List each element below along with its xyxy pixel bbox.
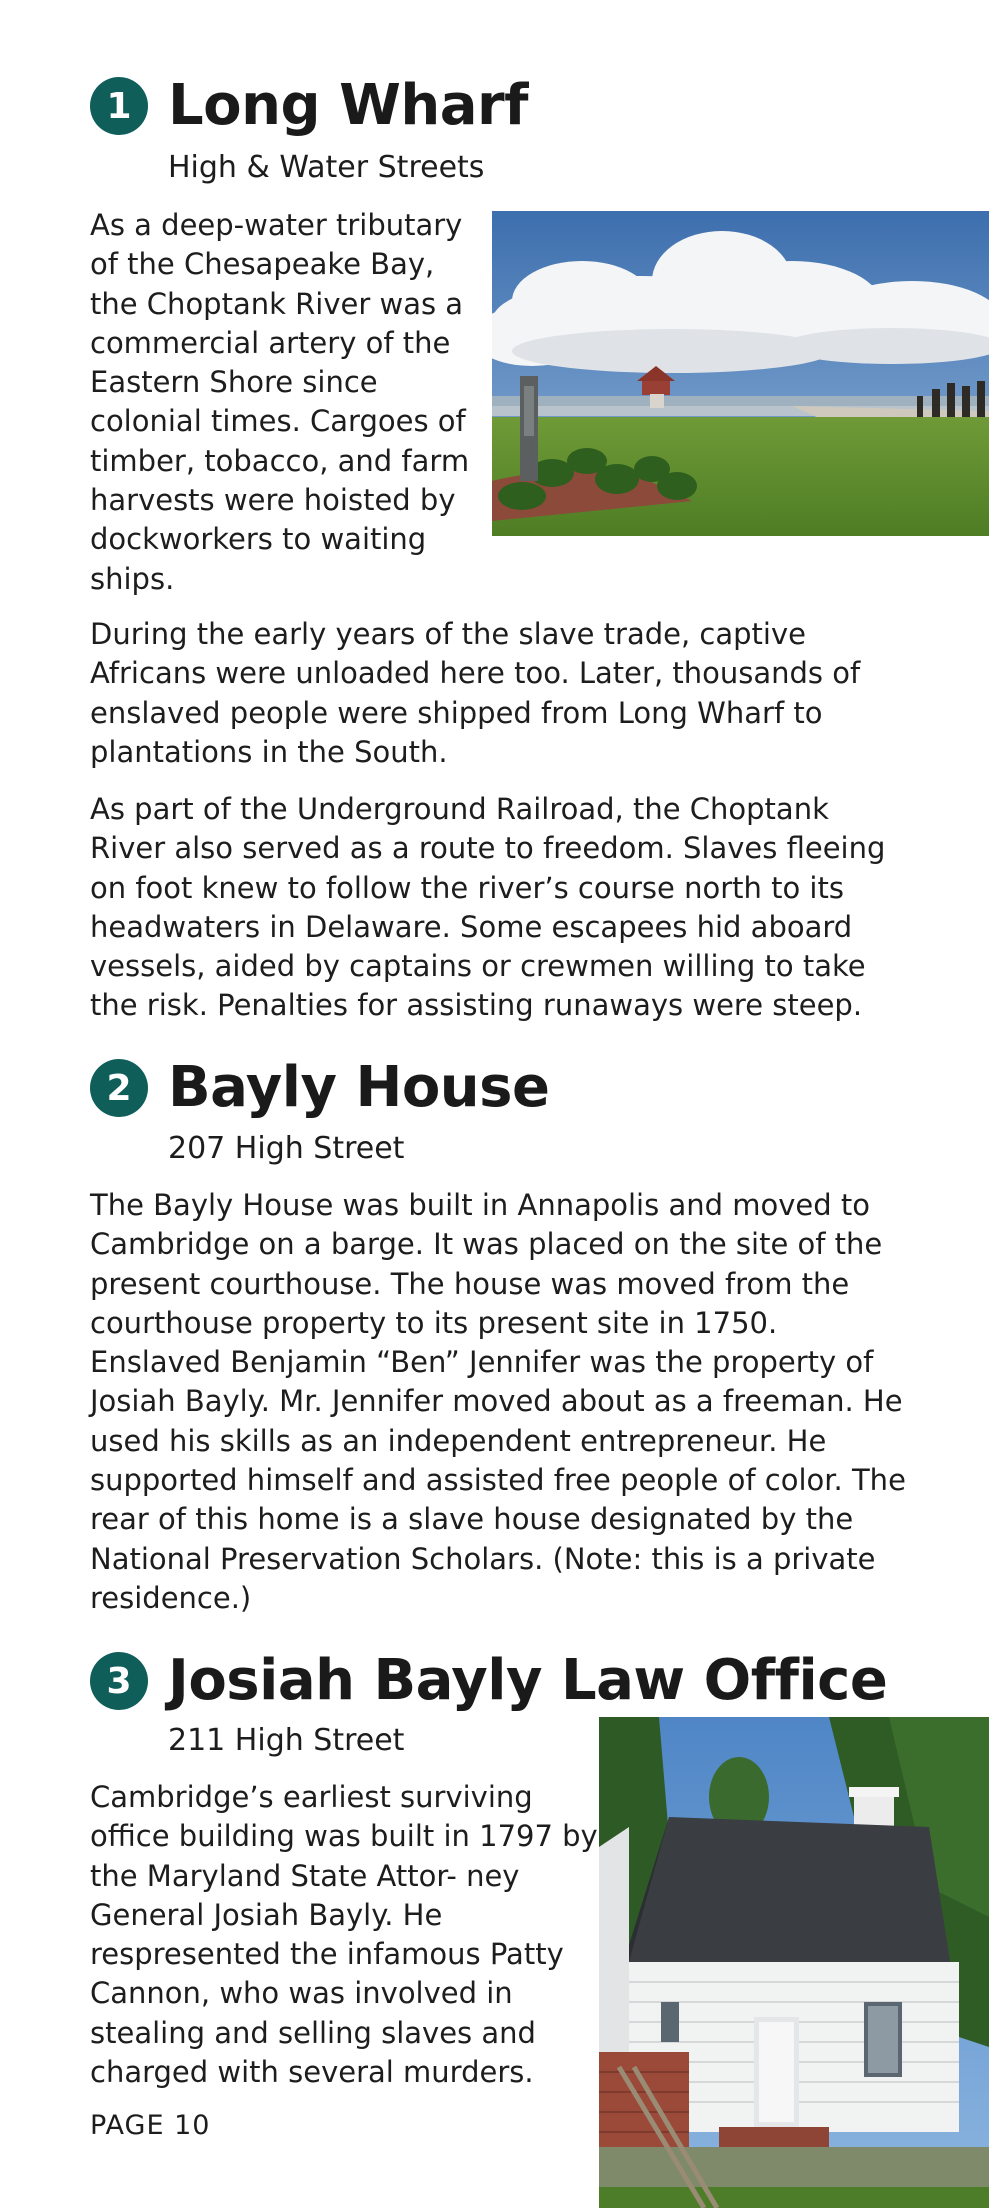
section-title: Josiah Bayly Law Office [168, 1648, 888, 1713]
section-1-heading [90, 74, 528, 138]
photo-spacer [490, 206, 910, 541]
section-2-heading [90, 1056, 549, 1120]
section-1-paragraph-2: During the early years of the slave trade, captive Africans were unloaded here too. Later, thousands of enslaved people were shipped from Long Wharf to plantations in the South. [90, 617, 861, 769]
section-3-paragraph-1: Cambridge’s earliest surviving office building was built in 1797 by the Maryland State Attor- ney General Josiah Bayly. He respresented the infamous Patty Cannon, who was involved in stealing and selling slaves and charged with several murders. [90, 1780, 598, 2090]
section-title: Bayly House [168, 1055, 550, 1120]
section-address: 207 High Street [168, 1131, 405, 1166]
page-number: PAGE 10 [90, 2110, 211, 2141]
section-address: High & Water Streets [168, 150, 485, 185]
section-address: 211 High Street [168, 1723, 405, 1758]
law-office-photo [599, 1717, 989, 2208]
paragraph-text: As a deep-water tributary of the Chesapeake Bay, the Choptank River was a commercial artery of the Eastern Shore since colonial times. Cargoes of timber, tobacco, and farm harvests were hoisted by dockworkers to waiting ships. [90, 208, 470, 596]
section-title: Long Wharf [168, 73, 529, 138]
section-1-paragraph-3: As part of the Underground Railroad, the Choptank River also served as a route to freedom. Slaves fleeing on foot knew to follow the river’s course north to its headwaters in Delaware. Some escapees hid aboard vessels, aided by captains or crewmen willing to take the risk. Penalties for assisting runaways were steep. [90, 792, 886, 1023]
section-3-heading [90, 1649, 887, 1713]
section-2-paragraph-1: The Bayly House was built in Annapolis and moved to Cambridge on a barge. It was placed on the site of the present courthouse. The house was moved from the courthouse property to its present site in 1750. Enslaved Benjamin “Ben” Jennifer was the property of Josiah Bayly. Mr. Jennifer moved about as a freeman. He used his skills as an independent entrepreneur. He supported himself and assisted free people of color. The rear of this home is a slave house designated by the National Preservation Scholars. (Note: this is a private residence.) [90, 1188, 906, 1615]
section-number-badge: 2 [90, 1059, 148, 1117]
section-number-badge: 1 [90, 77, 148, 135]
section-number-badge: 3 [90, 1652, 148, 1710]
section-1-paragraph-1 [90, 206, 910, 599]
